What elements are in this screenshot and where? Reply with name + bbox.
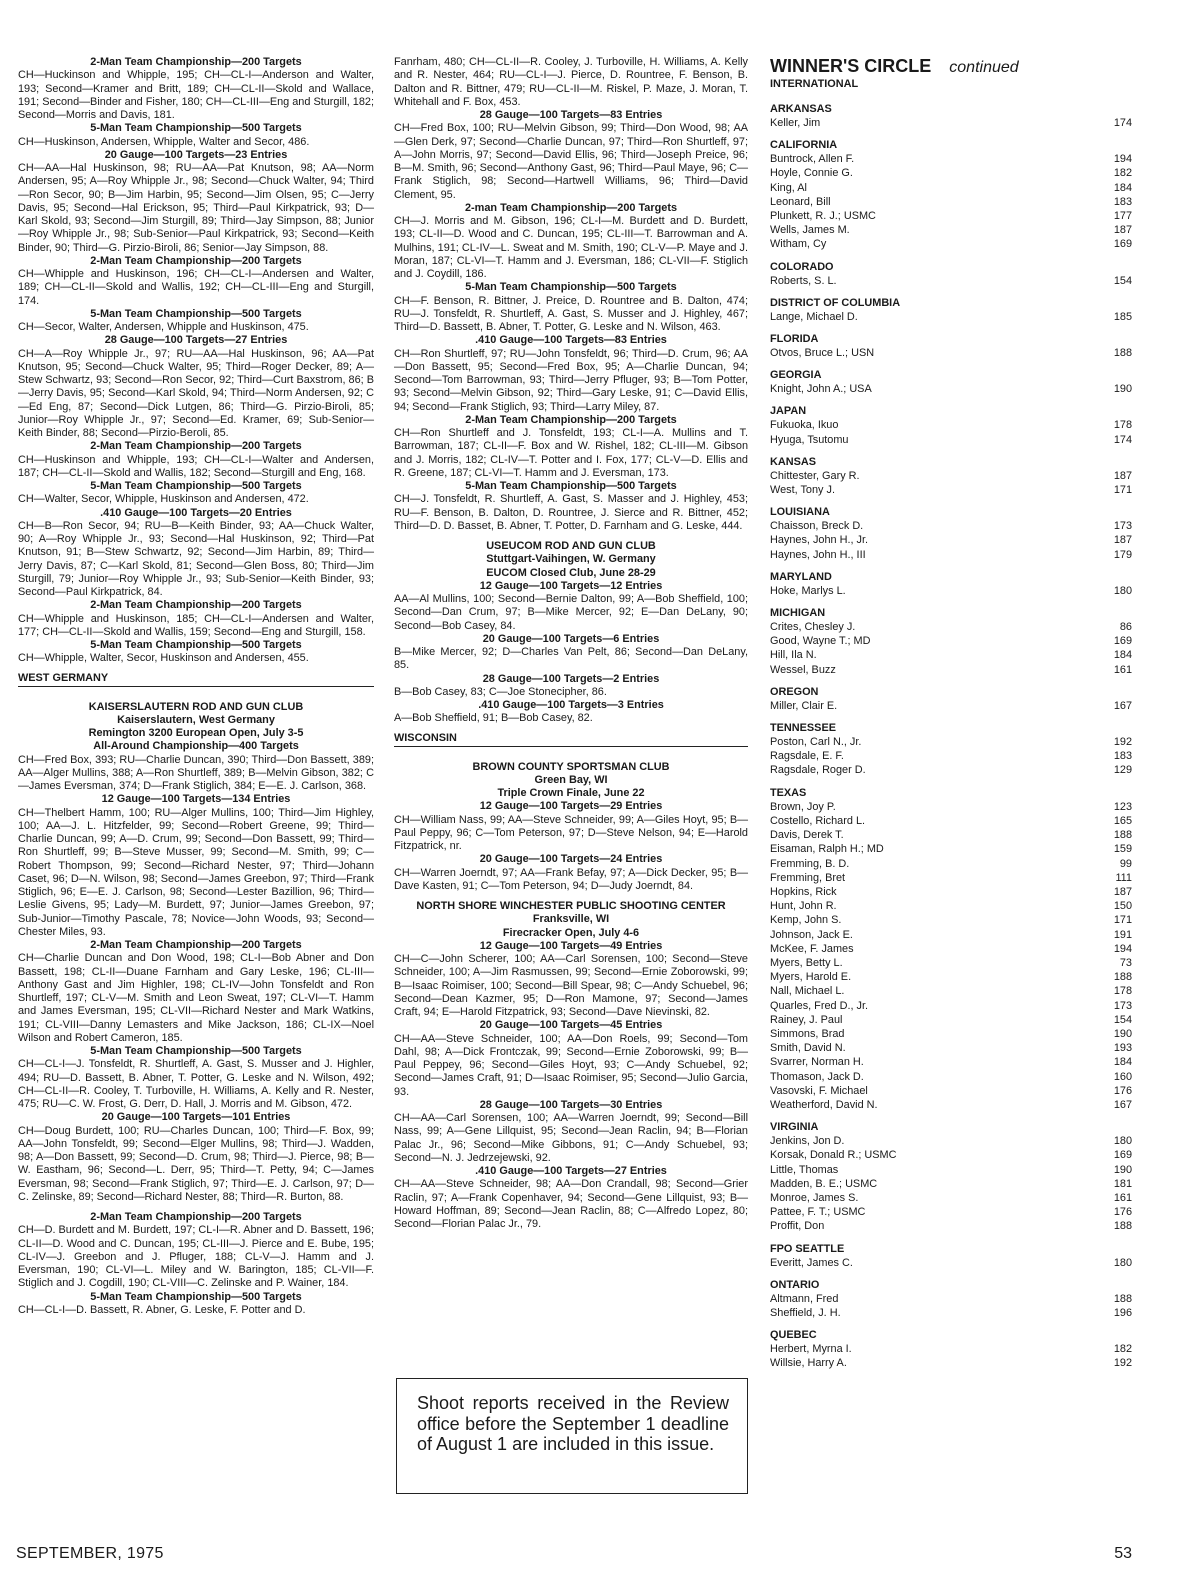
winner-score: 154	[1113, 274, 1132, 287]
state-heading: JAPAN	[770, 405, 807, 418]
event-heading: 20 Gauge—100 Targets—6 Entries	[482, 632, 660, 645]
results-paragraph: CH—CL-I—J. Tonsfeldt, R. Shurtleff, A. Gast, S. Musser and J. Highler, 494; RU—D. Bassett, B. Abner, T. Potter, G. Leske and N. Wilson, 492; CH—CL-II—R. Cooley, T. Turboville, H. Williams, A. Kelly and R. Nester, 475; RU—C. W. Frost, G. Derr, D. Hall, J. Morris and M. Gibson, 472.	[18, 1058, 374, 1110]
winner-row	[770, 310, 1132, 324]
winner-name: Simmons, Brad	[770, 1027, 845, 1040]
state-heading: ARKANSAS	[770, 103, 832, 115]
event-heading: Franksville, WI	[532, 913, 610, 926]
winner-row	[770, 1013, 1132, 1027]
event-heading: 5-Man Team Championship—500 Targets	[90, 480, 302, 492]
winner-row	[770, 1134, 1132, 1148]
winners-circle-title: WINNER'S CIRCLE continued	[770, 56, 1019, 76]
winner-name: West, Tony J.	[770, 484, 835, 497]
results-paragraph: CH—William Nass, 99; AA—Steve Schneider, 99; A—Giles Hoyt, 95; B—Paul Peppy, 96; C—Tom Peterson, 97; D—Steve Nelson, 94; E—Harold Fitzpatrick, nr.	[394, 813, 748, 852]
winner-score: 184	[1113, 1056, 1132, 1069]
winner-row	[770, 382, 1132, 396]
winner-score: 73	[1119, 956, 1132, 969]
winner-name: Brown, Joy P.	[770, 800, 836, 813]
results-paragraph: CH—Fred Box, 393; RU—Charlie Duncan, 390; Third—Don Bassett, 389; AA—Alger Mullins, 388; A—Ron Shurtleff, 389; B—Melvin Gibson, 382; C—James Eversman, 374; D—Frank Stiglich, 384; E—E. J. Carlson, 368.	[18, 753, 374, 792]
winner-name: King, Al	[770, 181, 807, 194]
winner-score: 184	[1113, 649, 1132, 662]
winner-score: 193	[1113, 1042, 1132, 1055]
event-heading: BROWN COUNTY SPORTSMAN CLUB	[472, 760, 670, 773]
event-heading: 20 Gauge—100 Targets—101 Entries	[101, 1111, 291, 1124]
winner-score: 183	[1113, 195, 1132, 208]
state-heading: TENNESSEE	[770, 722, 836, 735]
winner-score: 188	[1113, 1292, 1132, 1305]
state-heading: MARYLAND	[770, 570, 832, 583]
winner-row	[770, 181, 1132, 195]
event-heading: 2-Man Team Championship—200 Targets	[90, 254, 302, 267]
results-paragraph: CH—Secor, Walter, Andersen, Whipple and Huskinson, 475.	[18, 321, 309, 333]
winner-row	[770, 1163, 1132, 1177]
winner-name: Johnson, Jack E.	[770, 928, 853, 941]
winner-score: 171	[1113, 484, 1132, 497]
results-paragraph: CH—AA—Steve Schneider, 100; AA—Don Roels, 99; Second—Tom Dahl, 98; A—Dick Frontczak, 99; Second—Ernie Zoborowski, 99; B—Paul Peppey, 96; Second—Giles Hoyt, 93; C—Andy Schuebel, 92; Second—James Craft, 91; D—Isaac Roimiser, 95; Second—Julio Garcia, 93.	[394, 1032, 748, 1098]
winner-name: Wessel, Buzz	[770, 663, 836, 676]
section-heading: WISCONSIN	[394, 732, 748, 747]
winner-score: 188	[1113, 1220, 1132, 1233]
winner-score: 188	[1113, 971, 1132, 984]
results-paragraph: B—Mike Mercer, 92; D—Charles Van Pelt, 86; Second—Dan DeLany, 85.	[394, 646, 748, 672]
winner-row	[770, 1219, 1132, 1233]
event-heading: Kaiserslautern, West Germany	[117, 713, 275, 726]
winner-score: 154	[1113, 1013, 1132, 1026]
winners-circle	[770, 56, 1132, 1371]
winner-name: Jenkins, Jon D.	[770, 1135, 845, 1148]
event-heading: Stuttgart-Vaihingen, W. Germany	[486, 553, 656, 566]
winner-name: Hill, Ila N.	[770, 649, 817, 662]
event-heading: All-Around Championship—400 Targets	[93, 740, 299, 753]
state-heading: OREGON	[770, 685, 819, 698]
winner-name: Eisaman, Ralph H.; MD	[770, 843, 884, 856]
event-heading: .410 Gauge—100 Targets—3 Entries	[478, 699, 664, 711]
event-heading: 12 Gauge—100 Targets—49 Entries	[479, 939, 663, 952]
winner-row	[770, 800, 1132, 814]
event-heading: 12 Gauge—100 Targets—134 Entries	[101, 793, 291, 806]
event-heading: 5-Man Team Championship—500 Targets	[90, 1045, 302, 1057]
winner-score: 194	[1113, 942, 1132, 955]
winner-name: Leonard, Bill	[770, 195, 831, 208]
winner-name: Hopkins, Rick	[770, 885, 837, 898]
state-heading: KANSAS	[770, 455, 816, 468]
results-paragraph: CH—Whipple, Walter, Secor, Huskinson and Andersen, 455.	[18, 652, 309, 665]
event-heading: 2-Man Team Championship—200 Targets	[465, 413, 677, 426]
winner-score: 185	[1113, 310, 1132, 323]
winner-score: 169	[1113, 635, 1132, 648]
winner-row	[770, 663, 1132, 677]
winner-row	[770, 223, 1132, 237]
winner-row	[770, 1027, 1132, 1041]
winner-name: Miller, Clair E.	[770, 699, 838, 712]
state-heading: COLORADO	[770, 260, 834, 273]
results-paragraph: CH—Ron Shurtleff and J. Tonsfeldt, 193; CL-I—A. Mullins and T. Barrowman, 187; CL-II—F. Box and W. Rishel, 182; CL-III—M. Gibson and J. Morris, 182; CL-IV—T. Potter and I. Fox, 177; CL-V—D. Ellis and R. Greene, 187; CL-VI—T. Hamm and J. Eversman, 173.	[394, 427, 748, 479]
winner-score: 196	[1113, 1306, 1132, 1319]
winner-row	[770, 469, 1132, 483]
winner-name: Wells, James M.	[770, 224, 850, 237]
event-heading: 28 Gauge—100 Targets—2 Entries	[482, 672, 660, 685]
event-heading: 2-Man Team Championship—200 Targets	[90, 599, 302, 612]
winner-name: Altmann, Fred	[770, 1292, 839, 1305]
winner-name: Everitt, James C.	[770, 1256, 853, 1269]
winner-row	[770, 885, 1132, 899]
results-paragraph: CH—Charlie Duncan and Don Wood, 198; CL-I—Bob Abner and Don Bassett, 198; CL-II—Duane Farnham and Gary Leske, 196; CL-III—Anthony Gast and Jim Highler, 198; CL-IV—John Tonsfeldt and Ron Shurtleff, 197; CL-V—M. Smith and Leon Sweat, 197; CL-VI—T. Hamm and James Eversman, 195; CL-VII—Richard Nester and Mark Watkins, 191; CL-VIII—Danny Lemasters and Mike Jackson, 186; CL-IX—Noel Wilson and Robert Cameron, 185.	[18, 952, 374, 1044]
winner-row	[770, 620, 1132, 634]
winner-row	[770, 857, 1132, 871]
winner-row	[770, 1177, 1132, 1191]
winner-row	[770, 237, 1132, 251]
winner-row	[770, 1191, 1132, 1205]
winner-row	[770, 1098, 1132, 1112]
winner-name: Good, Wayne T.; MD	[770, 635, 871, 648]
winner-name: Plunkett, R. J.; USMC	[770, 210, 876, 223]
event-heading: 12 Gauge—100 Targets—29 Entries	[479, 800, 663, 813]
winner-score: 167	[1113, 699, 1132, 712]
winner-row	[770, 814, 1132, 828]
results-paragraph: B—Bob Casey, 83; C—Joe Stonecipher, 86.	[394, 685, 607, 698]
state-heading: CALIFORNIA	[770, 139, 838, 152]
state-heading: MICHIGAN	[770, 607, 826, 620]
winner-name: Lange, Michael D.	[770, 310, 858, 323]
winner-score: 99	[1119, 857, 1132, 870]
results-paragraph: CH—AA—Steve Schneider, 98; AA—Don Crandall, 98; Second—Grier Raclin, 97; A—Frank Copenhaver, 94; Second—Gene Lillquist, 93; B—Howard Hoffman, 89; Second—Jean Raclin, 88; C—Alfredo Lopez, 80; Second—Florian Palac Jr., 79.	[394, 1178, 748, 1230]
winner-row	[770, 1055, 1132, 1069]
winner-score: 165	[1113, 814, 1132, 827]
winner-score: 167	[1113, 1098, 1132, 1111]
winner-row	[770, 346, 1132, 360]
winner-row	[770, 418, 1132, 432]
winner-name: Keller, Jim	[770, 117, 821, 129]
event-heading: Triple Crown Finale, June 22	[497, 787, 645, 799]
winner-row	[770, 648, 1132, 662]
results-paragraph: CH—Fred Box, 100; RU—Melvin Gibson, 99; Third—Don Wood, 98; AA—Glen Derk, 97; Second—Charlie Duncan, 97; Third—Ron Shurtleff, 97; A—John Morris, 97; Second—David Ellis, 96; Third—Joseph Preice, 96; B—M. Smith, 96; Second—Anthony Gast, 96; Third—Paul Maye, 96; C—Frank Stiglich, 98; Second—Hartwell Williams, 96; Third—David Clement, 95.	[394, 122, 748, 201]
winner-score: 161	[1113, 663, 1132, 676]
results-paragraph: CH—C—John Scherer, 100; AA—Carl Sorensen, 100; Second—Steve Schneider, 100; A—Jim Rasmussen, 99; Second—Ernie Zoborowski, 99; B—Isaac Roimiser, 100; Second—Bill Spear, 98; C—Andy Schuebel, 96; Second—Dean Kazmer, 95; D—Ron Mamone, 97; Second—James Craft, 94; E—Harold Fitzpatrick, 93; Second—Dave Nievinski, 82.	[394, 953, 748, 1018]
winner-name: Willsie, Harry A.	[770, 1357, 847, 1370]
state-heading: TEXAS	[770, 786, 807, 799]
winner-name: Poston, Carl N., Jr.	[770, 736, 862, 749]
event-heading: 5-Man Team Championship—500 Targets	[90, 639, 302, 651]
winner-score: 188	[1113, 829, 1132, 842]
results-paragraph: CH—A—Roy Whipple Jr., 97; RU—AA—Hal Huskinson, 96; AA—Pat Knutson, 95; Second—Chuck Walter, 95; Third—Roger Decker, 89; A—Stew Schwartz, 93; Second—Ron Secor, 92; Third—Curt Baxstrom, 86; B—Jerry Davis, 95; Second—Karl Skold, 94; Third—Norm Andersen, 92; C—Ed Eng, 87; Second—Dick Lutgen, 86; Third—G. Pirzio-Biroli, 85; Junior—Roy Whipple Jr., 97; Second—Ed. Kramer, 69; Sub-Senior—Keith Binder, 88; Second—Pirzio-Beroli, 85.	[18, 347, 374, 439]
winner-name: Haynes, John H., Jr.	[770, 534, 869, 547]
winner-row	[770, 1356, 1132, 1370]
winner-name: Roberts, S. L.	[770, 274, 837, 287]
event-heading: NORTH SHORE WINCHESTER PUBLIC SHOOTING CENTER	[416, 900, 726, 912]
winner-row	[770, 548, 1132, 562]
event-heading: Remington 3200 European Open, July 3-5	[88, 727, 304, 739]
winner-row	[770, 1256, 1132, 1270]
winner-name: McKee, F. James	[770, 942, 854, 955]
event-heading: 5-Man Team Championship—500 Targets	[90, 307, 302, 320]
winner-row	[770, 899, 1132, 913]
winner-score: 180	[1113, 1256, 1132, 1269]
winner-row	[770, 152, 1132, 166]
event-heading: 2-man Team Championship—200 Targets	[464, 201, 677, 214]
winner-name: Weatherford, David N.	[770, 1098, 878, 1111]
event-heading: Green Bay, WI	[534, 773, 608, 786]
winner-score: 169	[1113, 238, 1132, 251]
event-heading: KAISERSLAUTERN ROD AND GUN CLUB	[88, 700, 304, 713]
winner-score: 180	[1113, 1135, 1132, 1148]
winner-row	[770, 1041, 1132, 1055]
event-heading: 20 Gauge—100 Targets—23 Entries	[104, 148, 288, 161]
results-paragraph: CH—Ron Shurtleff, 97; RU—John Tonsfeldt, 96; Third—D. Crum, 96; AA—Don Bassett, 95; Second—Fred Box, 95; A—Charlie Duncan, 94; Second—Tom Barrowman, 93; Third—Jerry Pfluger, 93; B—Tom Potter, 93; Second—Melvin Gibson, 92; Third—Gary Leske, 91; C—David Ellis, 94; Second—Frank Stiglich, 93; Third—Larry Miley, 87.	[394, 347, 748, 413]
winner-name: Fremming, B. D.	[770, 857, 850, 870]
winner-score: 187	[1113, 224, 1132, 237]
state-heading: GEORGIA	[770, 369, 822, 382]
winner-row	[770, 749, 1132, 763]
winner-name: Fremming, Bret	[770, 871, 846, 884]
winner-row	[770, 942, 1132, 956]
winner-name: Knight, John A.; USA	[770, 383, 872, 396]
results-paragraph: CH—Warren Joerndt, 97; AA—Frank Befay, 97; A—Dick Decker, 95; B—Dave Kasten, 91; C—Tom Peterson, 94; D—Judy Joerndt, 84.	[394, 866, 748, 892]
results-paragraph: CH—AA—Hal Huskinson, 98; RU—AA—Pat Knutson, 98; AA—Norm Andersen, 95; A—Roy Whipple Jr., 98; Second—Chuck Walter, 94; Third—Ron Secor, 90; B—Jim Harbin, 95; Second—Jim Olsen, 95; C—Jerry Davis, 95; Second—Hal Erickson, 95; Third—Paul Kirkpatrick, 93; D—Karl Skold, 93; Second—Jim Sturgill, 89; Third—Jay Simpson, 88; Junior—Roy Whipple Jr., 98; Sub-Senior—Paul Kirkpatrick, 93; Second—Keith Binder, 90; Third—G. Pirzio-Biroli, 86; Senior—Jay Simpson, 88.	[18, 162, 374, 254]
winner-score: 160	[1113, 1070, 1132, 1083]
winner-score: 123	[1113, 800, 1132, 813]
winner-score: 187	[1113, 885, 1132, 898]
winner-name: Herbert, Myrna I.	[770, 1343, 852, 1356]
winner-score: 129	[1113, 764, 1132, 777]
winner-score: 182	[1113, 167, 1132, 180]
winner-name: Chittester, Gary R.	[770, 469, 860, 482]
winner-name: Svarrer, Norman H.	[770, 1056, 864, 1069]
winner-score: 194	[1113, 153, 1132, 166]
event-heading: 5-Man Team Championship—500 Targets	[465, 480, 677, 492]
winner-row	[770, 483, 1132, 497]
state-heading: DISTRICT OF COLUMBIA	[770, 296, 901, 309]
winner-name: Pattee, F. T.; USMC	[770, 1206, 866, 1219]
winner-row	[770, 1205, 1132, 1219]
winner-score: 181	[1113, 1177, 1132, 1190]
issue-date: SEPTEMBER, 1975	[16, 1545, 164, 1562]
state-heading: ONTARIO	[770, 1278, 820, 1291]
results-paragraph: CH—J. Morris and M. Gibson, 196; CL-I—M. Burdett and D. Burdett, 193; CL-II—D. Wood and C. Duncan, 195; CL-III—T. Barrowman and A. Mulhins, 191; CL-IV—L. Sweat and M. Smith, 190; CL-V—P. Maye and J. Moran, 187; CL-VI—T. Hamm and J. Eversman, 186; CL-VII—F. Stiglich and J. Coydill, 186.	[394, 215, 748, 280]
winner-row	[770, 433, 1132, 447]
winner-score: 190	[1113, 383, 1132, 396]
winner-name: Nall, Michael L.	[770, 985, 845, 998]
winner-name: Otvos, Bruce L.; USN	[770, 347, 875, 360]
winner-row	[770, 913, 1132, 927]
winner-name: Witham, Cy	[770, 238, 827, 251]
winners-circle-subtitle: INTERNATIONAL	[770, 78, 859, 90]
results-paragraph: CH—Huckinson and Whipple, 195; CH—CL-I—Anderson and Walter, 193; Second—Kramer and Britt, 189; CH—CL-II—Skold and Wallace, 191; Second—Binder and Fisher, 180; CH—CL-III—Eng and Sturgill, 182; Second—Morris and Davis, 181.	[18, 69, 374, 121]
winner-row	[770, 584, 1132, 598]
winner-name: Ragsdale, E. F.	[770, 750, 844, 763]
event-heading: 28 Gauge—100 Targets—30 Entries	[479, 1098, 663, 1111]
winner-row	[770, 699, 1132, 713]
winner-name: Davis, Derek T.	[770, 829, 844, 842]
winner-row	[770, 928, 1132, 942]
deadline-notice-box: Shoot reports received in the Review office before the September 1 deadline of August 1 are included in this issue.	[396, 1378, 748, 1494]
winner-score: 173	[1113, 999, 1132, 1012]
winner-name: Rainey, J. Paul	[770, 1013, 843, 1026]
winner-score: 192	[1113, 736, 1132, 749]
winner-score: 159	[1113, 843, 1132, 856]
winner-row	[770, 735, 1132, 749]
winner-score: 174	[1113, 433, 1132, 446]
winner-row	[770, 634, 1132, 648]
winner-name: Kemp, John S.	[770, 914, 842, 927]
winner-score: 187	[1113, 534, 1132, 547]
event-heading: 28 Gauge—100 Targets—27 Entries	[104, 334, 288, 347]
winner-row	[770, 842, 1132, 856]
winner-score: 184	[1113, 181, 1132, 194]
winner-score: 178	[1113, 419, 1132, 432]
winner-score: 169	[1113, 1149, 1132, 1162]
results-paragraph: CH—B—Ron Secor, 94; RU—B—Keith Binder, 93; AA—Chuck Walter, 90; A—Roy Whipple Jr., 93; Second—Hal Huskinson, 92; Third—Pat Knutson, 91; B—Stew Schwartz, 92; Second—Jim Harbin, 89; Third—Jerry Davis, 87; C—Karl Skold, 81; Second—Glen Boss, 80; Third—Jim Sturgill, 79; Junior—Roy Whipple Jr., 93; Sub-Senior—Keith Binder, 93; Second—Paul Kirkpatrick, 84.	[18, 519, 374, 598]
winner-row	[770, 871, 1132, 885]
winner-name: Buntrock, Allen F.	[770, 153, 855, 166]
state-heading: FPO SEATTLE	[770, 1242, 845, 1255]
column-1	[18, 56, 374, 1317]
event-heading: 20 Gauge—100 Targets—24 Entries	[479, 853, 663, 866]
winner-name: Chaisson, Breck D.	[770, 520, 864, 533]
winner-name: Korsak, Donald R.; USMC	[770, 1149, 897, 1162]
winner-name: Quarles, Fred D., Jr.	[770, 999, 869, 1012]
winner-row	[770, 1292, 1132, 1306]
event-heading: 2-Man Team Championship—200 Targets	[90, 1211, 302, 1223]
state-heading: VIRGINIA	[770, 1121, 819, 1134]
winner-row	[770, 828, 1132, 842]
winner-row	[770, 999, 1132, 1013]
winner-name: Vasovski, F. Michael	[770, 1084, 868, 1097]
winner-row	[770, 1084, 1132, 1098]
results-paragraph: Fanrham, 480; CH—CL-II—R. Cooley, J. Turboville, H. Williams, A. Kelly and R. Nester, 464; RU—CL-I—J. Pierce, D. Rountree, F. Benson, B. Dalton and R. Bittner, 479; RU—CL-II—M. Riskel, P. Maze, J. Moran, T. Whitehall and F. Box, 453.	[394, 56, 748, 108]
winner-row	[770, 1070, 1132, 1084]
winner-score: 178	[1113, 985, 1132, 998]
winner-name: Hoyle, Connie G.	[770, 167, 853, 180]
winner-score: 191	[1113, 928, 1132, 941]
results-paragraph: CH—CL-I—D. Bassett, R. Abner, G. Leske, F. Potter and D.	[18, 1303, 306, 1316]
winner-score: 176	[1113, 1084, 1132, 1097]
event-heading: .410 Gauge—100 Targets—83 Entries	[475, 334, 667, 347]
event-heading: 2-Man Team Championship—200 Targets	[90, 939, 302, 951]
results-paragraph: CH—Thelbert Hamm, 100; RU—Alger Mullins, 100; Third—Jim Highley, 100; AA—J. L. Hitzfelder, 99; Second—Robert Greene, 99; Third—Charlie Duncan, 99; A—D. Crum, 99; Second—Don Bassett, 99; Third—Ron Shurtleff, 99; B—Steve Musser, 99; Second—M. Smith, 99; C—Robert Thompson, 99; Second—Richard Nester, 97; Third—Johann Caset, 96; D—N. Wilson, 98; Second—James Greebon, 97; Third—Frank Stiglich, 96; E—E. J. Carlson, 98; Second—Lester Bazillion, 96; Third—Leslie Givens, 95; Lady—M. Burdett, 97; Junior—James Greebon, 97; Sub-Junior—Timothy Pascale, 78; Novice—John Woods, 93; Second—Chester Miles, 93.	[18, 806, 374, 938]
winner-score: 190	[1113, 1163, 1132, 1176]
event-heading: 5-Man Team Championship—500 Targets	[465, 281, 677, 294]
state-heading: QUEBEC	[770, 1329, 817, 1342]
winner-name: Crites, Chesley J.	[770, 621, 856, 634]
winner-score: 177	[1113, 210, 1132, 223]
winner-name: Myers, Betty L.	[770, 956, 843, 969]
winner-name: Costello, Richard L.	[770, 814, 866, 827]
winner-score: 150	[1113, 900, 1132, 913]
results-paragraph: CH—AA—Carl Sorensen, 100; AA—Warren Joerndt, 99; Second—Bill Nass, 99; A—Gene Lillquist, 95; Second—Jean Raclin, 94; B—Florian Palac Jr., 96; Second—Mike Gibbons, 91; C—Andy Schuebel, 93; Second—N. J. Jedrzejewski, 92.	[394, 1112, 748, 1164]
event-heading: EUCOM Closed Club, June 28-29	[486, 566, 656, 579]
winner-score: 188	[1113, 347, 1132, 360]
winner-score: 174	[1113, 117, 1132, 129]
results-paragraph: CH—J. Tonsfeldt, R. Shurtleff, A. Gast, S. Masser and J. Highley, 453; RU—F. Benson, B. Dalton, D. Rountree, J. Sierce and R. Bittner, 452; Third—D. D. Basset, B. Abner, T. Potter, D. Farnham and G. Leske, 444.	[394, 493, 748, 532]
winner-row	[770, 195, 1132, 209]
winner-row	[770, 970, 1132, 984]
winner-name: Myers, Harold E.	[770, 971, 852, 984]
winner-name: Hoke, Marlys L.	[770, 584, 846, 597]
winner-row	[770, 1306, 1132, 1320]
results-paragraph: CH—Doug Burdett, 100; RU—Charles Duncan, 100; Third—F. Box, 99; AA—John Tonsfeldt, 99; Second—Elger Mullins, 98; Third—J. Wadden, 98; A—Don Bassett, 99; Second—D. Crum, 98; Third—J. Pierce, 98; B—W. Eastham, 96; Second—L. Derr, 95; Third—T. Petty, 94; C—James Eversman, 98; Second—Frank Stiglich, 97; Third—E. J. Carlson, 97; D—C. Zelinske, 89; Second—Richard Nester, 88; Third—R. Burton, 88.	[18, 1124, 374, 1203]
winner-name: Ragsdale, Roger D.	[770, 764, 866, 777]
winner-score: 179	[1113, 548, 1132, 561]
winner-name: Haynes, John H., III	[770, 548, 866, 561]
event-heading: 2-Man Team Championship—200 Targets	[90, 440, 302, 453]
results-paragraph: A—Bob Sheffield, 91; B—Bob Casey, 82.	[394, 712, 593, 725]
event-heading: 5-Man Team Championship—500 Targets	[90, 122, 302, 135]
winner-score: 86	[1119, 621, 1132, 634]
winner-row	[770, 1148, 1132, 1162]
winner-row	[770, 116, 1132, 130]
section-heading: WEST GERMANY	[18, 672, 374, 687]
page-number: 53	[1114, 1545, 1132, 1562]
winner-name: Hyuga, Tsutomu	[770, 433, 849, 446]
results-paragraph: CH—Whipple and Huskinson, 185; CH—CL-I—Andersen and Walter, 177; CH—CL-II—Skold and Wallis, 159; Second—Eng and Sturgill, 158.	[18, 612, 374, 638]
winner-score: 190	[1113, 1027, 1132, 1040]
winner-name: Little, Thomas	[770, 1163, 839, 1176]
winner-name: Madden, B. E.; USMC	[770, 1177, 878, 1190]
state-heading: FLORIDA	[770, 333, 819, 346]
winner-score: 180	[1113, 584, 1132, 597]
winner-row	[770, 956, 1132, 970]
results-paragraph: AA—Al Mullins, 100; Second—Bernie Dalton, 99; A—Bob Sheffield, 100; Second—Dan Crum, 97; B—Mike Mercer, 92; E—Dan DeLany, 90; Second—Bob Casey, 84.	[394, 593, 748, 632]
state-heading: LOUISIANA	[770, 506, 830, 519]
winner-score: 161	[1113, 1191, 1132, 1204]
winner-row	[770, 533, 1132, 547]
results-paragraph: CH—F. Benson, R. Bittner, J. Preice, D. Rountree and B. Dalton, 474; RU—J. Tonsfeldt, R. Shurtleff, A. Gast, S. Musser and J. Highley, 467; Third—D. Bassett, B. Abner, T. Potter, G. Leske and N. Wilson, 463.	[394, 294, 748, 333]
winner-score: 176	[1113, 1206, 1132, 1219]
event-heading: 2-Man Team Championship—200 Targets	[90, 56, 302, 68]
winner-row	[770, 763, 1132, 777]
event-heading: .410 Gauge—100 Targets—27 Entries	[475, 1165, 667, 1177]
winner-score: 111	[1115, 871, 1132, 884]
winner-score: 192	[1113, 1357, 1132, 1370]
event-heading: 12 Gauge—100 Targets—12 Entries	[479, 579, 663, 592]
winner-row	[770, 519, 1132, 533]
event-heading: 20 Gauge—100 Targets—45 Entries	[479, 1019, 663, 1032]
winner-name: Monroe, James S.	[770, 1191, 859, 1204]
continued-label: continued	[949, 59, 1019, 76]
winners-list	[770, 103, 1132, 1371]
column-2	[394, 56, 748, 1231]
winner-score: 187	[1113, 469, 1132, 482]
winner-name: Proffit, Don	[770, 1220, 825, 1233]
event-heading: .410 Gauge—100 Targets—20 Entries	[100, 506, 292, 519]
winner-row	[770, 984, 1132, 998]
winner-name: Fukuoka, Ikuo	[770, 419, 839, 432]
winner-score: 182	[1113, 1343, 1132, 1356]
results-paragraph: CH—D. Burdett and M. Burdett, 197; CL-I—R. Abner and D. Bassett, 196; CL-II—D. Wood and C. Duncan, 195; CL-III—J. Pierce and E. Bube, 195; CL-IV—J. Greebon and J. Pfluger, 188; CL-V—J. Hamm and J. Eversman, 190; CL-VI—L. Miley and W. Barington, 185; CL-VII—F. Stiglich and J. Cogdill, 190; CL-VIII—C. Zelinske and P. Wainer, 184.	[18, 1224, 374, 1290]
event-heading: 28 Gauge—100 Targets—83 Entries	[479, 109, 663, 121]
winner-name: Sheffield, J. H.	[770, 1306, 841, 1319]
event-heading: 5-Man Team Championship—500 Targets	[90, 1290, 302, 1303]
winner-score: 173	[1113, 520, 1132, 533]
winner-row	[770, 209, 1132, 223]
results-paragraph: CH—Huskinson, Andersen, Whipple, Walter and Secor, 486.	[18, 135, 310, 148]
winner-row	[770, 166, 1132, 180]
results-paragraph: CH—Huskinson and Whipple, 193; CH—CL-I—Walter and Andersen, 187; CH—CL-II—Skold and Wallis, 182; Second—Sturgill and Eng, 168.	[18, 453, 374, 479]
winner-name: Hunt, John R.	[770, 900, 837, 913]
winner-name: Thomason, Jack D.	[770, 1070, 864, 1083]
winner-name: Smith, David N.	[770, 1042, 846, 1055]
winner-row	[770, 1342, 1132, 1356]
results-paragraph: CH—Walter, Secor, Whipple, Huskinson and Andersen, 472.	[18, 493, 309, 506]
results-paragraph: CH—Whipple and Huskinson, 196; CH—CL-I—Andersen and Walter, 189; CH—CL-II—Skold and Wallis, 192; CH—CL-III—Eng and Sturgill, 174.	[18, 268, 374, 307]
event-heading: USEUCOM ROD AND GUN CLUB	[486, 540, 656, 552]
winner-score: 171	[1113, 914, 1132, 927]
winner-row	[770, 274, 1132, 288]
event-heading: Firecracker Open, July 4-6	[502, 926, 640, 939]
winner-score: 183	[1113, 750, 1132, 763]
